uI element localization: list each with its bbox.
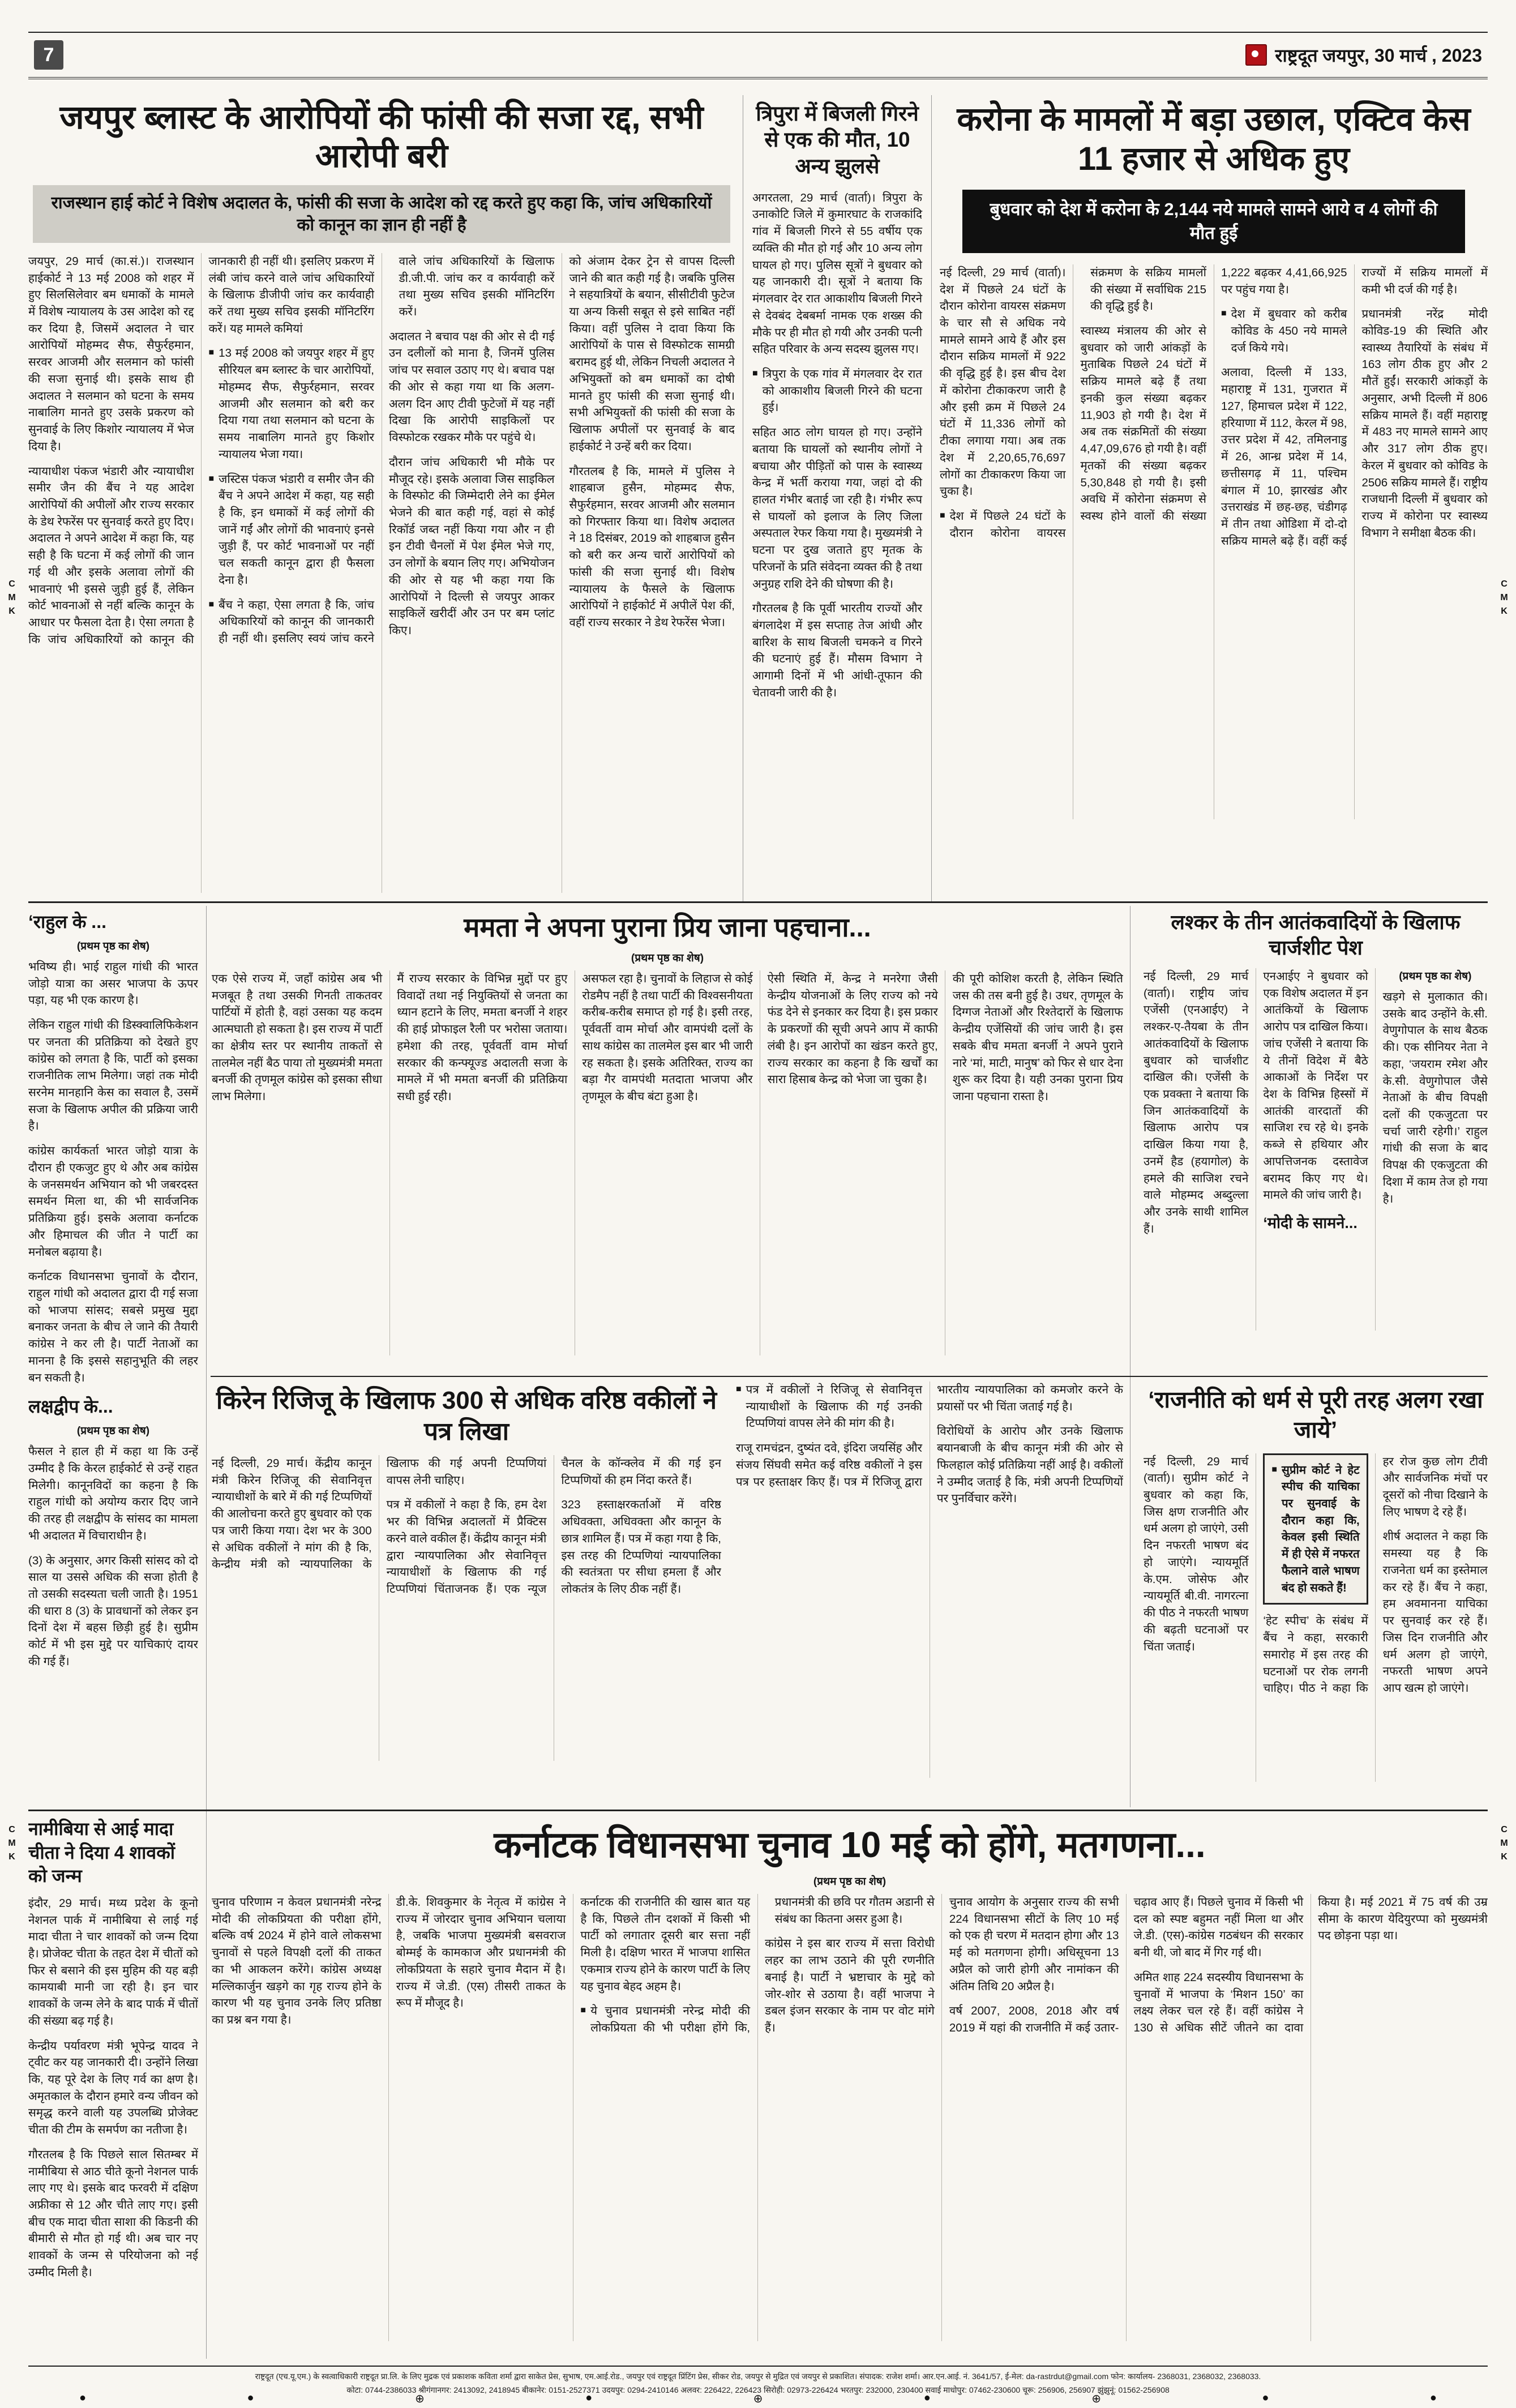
imprint-line-2: कोटा: 0744-2386033 श्रीगंगानगर: 2413092, 2418945 बीकानेर: 0151-2527371 उदयपुर: 0294-2410146 अलवर: 226422, 226423 सिरोही: 02973-226424 भरतपुर: 232000, 230400 सवाई माधोपुर: 07462-230600 चूरू: 256906, 256907 झुंझुनूं: 01562-256908 [346, 2385, 1170, 2394]
page-header [28, 32, 1488, 79]
article-tripura-lightning [743, 95, 932, 901]
left-continuation-column [28, 907, 198, 1804]
kiren-left-block [212, 1382, 721, 1805]
lakshadweep-headline: लक्षद्वीप के... [28, 1396, 113, 1417]
blast-col4-b: गौरतलब है कि, मामले में पुलिस ने शाहबाज हुसैन, मोहम्मद सैफ, सैफुर्रहमान, सरवर आजमी और सलमान को गिरफ्तार किया था। विशेष अदालत ने 18 दिसंबर, 2019 को शाहबाज हुसैन को बरी कर अन्य चारों आरोपियों को फांसी की सजा सुनाई थी। विशेष न्यायालय के फैसले के खिलाफ आरोपियों ने हाईकोर्ट में अपीलें पेश कीं, वहीं राज्य सरकार ने डेथ रेफरेंस भेजा। [569, 464, 735, 629]
kiren-headline: किरेन रिजिजू के खिलाफ 300 से अधिक वरिष्ठ वकीलों ने पत्र लिखा [216, 1387, 717, 1445]
square-bullet-icon: ■ [752, 368, 758, 378]
square-bullet-icon: ■ [208, 348, 215, 358]
imprint-line-1: राष्ट्रदूत (एच.यू.एम.) के स्वत्वाधिकारी राष्ट्रदूत प्रा.लि. के लिए मुद्रक एवं प्रकाशक कविता शर्मा द्वारा साकेत प्रेस, सुभाष, एम.आई.रोड., जयपुर एवं राष्ट्रदूत प्रिंटिंग प्रेस, सीकर रोड, जयपुर से मुद्रित एवं जयपुर से प्रकाशित। संपादक: राजेश शर्मा। आर.एन.आई. नं. 3641/57, ई-मेल: da-rastrdut@gmail.com फोन: कार्यालय- 2368031, 2368032, 2368033. [255, 2372, 1261, 2381]
continued-label: (प्रथम पृष्ठ का शेष) [631, 952, 704, 964]
continued-label: (प्रथम पृष्ठ का शेष) [76, 940, 150, 952]
article-politics-religion [1136, 1382, 1488, 1805]
kiren-bullet: ■ पत्र में वकीलों ने रिजिजू से सेवानिवृत्त न्यायाधीशों के खिलाफ की गई उनकी टिप्पणियां वापस लेने की मांग की है। [736, 1382, 922, 1432]
cheetah-p2: केन्द्रीय पर्यावरण मंत्री भूपेन्द्र यादव ने ट्वीट कर यह जानकारी दी। उन्होंने लिखा कि, यह पूरे देश के लिए गर्व का क्षण है। अमृतकाल के दौरान हमारे वन्य जीवन को समृद्ध करने वाली यह उपलब्धि प्रोजेक्ट चीता की टीम के समर्पण का नतीजा है। [28, 2039, 198, 2137]
article-karnataka-election [212, 1814, 1488, 2359]
rajniti-quote-box: ■ सुप्रीम कोर्ट ने हेट स्पीच की याचिका पर सुनवाई के दौरान कहा कि, केवल इसी स्थिति में ही ऐसे में नफरत फैलाने वाले भाषण बंद हो सकते हैं! [1263, 1453, 1368, 1605]
column-rule [206, 906, 207, 2359]
karnataka-p1: चुनाव परिणाम न केवल प्रधानमंत्री नरेन्द्र मोदी की लोकप्रियता की परीक्षा होंगे, बल्कि वर्ष 2024 में होने वाले लोकसभा चुनावों से पहले विपक्षी दलों की ताकत का भी आकलन करेंगे। कांग्रेस अध्यक्ष मल्लिकार्जुन खड़गे का गृह राज्य होने के कारण भी यह चुनाव उनके लिए प्रतिष्ठा का प्रश्न बन गया है। [212, 1896, 382, 2027]
tripura-p2: सहित आठ लोग घायल हो गए। उन्होंने बताया कि घायलों को स्थानीय लोगों ने बचाया और पीड़ितों को पास के स्वास्थ्य केन्द्र में भर्ती कराया गया, जहां दो की हालत गंभीर बताई जा रही है। गंभीर रूप से घायलों को इलाज के लिए जिला अस्पताल रेफर किया गया है। मुख्यमंत्री ने घटना पर दुख जताते हुए मृतक के परिजनों के प्रति संवेदना व्यक्त की है तथा अनुग्रह राशि देने की घोषणा की है। [752, 426, 922, 591]
karnataka-headline: कर्नाटक विधानसभा चुनाव 10 मई को होंगे, मतगणना... [494, 1824, 1206, 1865]
blast-after-1: अदालत ने बचाव पक्ष की ओर से दी गई उन दलीलों को माना है, जिनमें पुलिस जांच पर सवाल उठाए गए थे। बचाव पक्ष की ओर से कहा गया था कि अलग-अलग दिन आए टीवी फुटेजों में यह नहीं दिखा कि आरोपी साइकिलों पर विस्फोटक रखकर मौके पर पहुंचे थे। [389, 330, 555, 444]
registration-marks-row [0, 2392, 1516, 2406]
mamata-p4: ऐसी स्थिति में, केन्द्र ने मनरेगा जैसी केन्द्रीय योजनाओं के लिए राज्य को नये फंड देने से इनकार कर दिया है। इस प्रकार के प्रकरणों की सूची अपने आप में काफी लंबी है। इन आरोपों का खंडन करते हुए, राज्य सरकार का कहना है कि खर्चों का सारा हिसाब केन्द्र को भेजा जा चुका है। [767, 972, 938, 1087]
blast-bullet-3: ■ बैंच ने कहा, ऐसा लगता है कि, जांच अधिकारियों को कानून की जानकारी ही नहीं थी। इसलिए स्वयं जांच करने वाले जांच अधिकारियों के खिलाफ डी.जी.पी. जांच कर व कार्यवाही करें तथा मुख्य सचिव इसकी मॉनिटरिंग करें। [209, 253, 555, 648]
rahul-p3: कांग्रेस कार्यकर्ता भारत जोड़ो यात्रा के दौरान ही एकजुट हुए थे और अब कांग्रेस के जनसमर्थन अभियान को भी जबरदस्त समर्थन मिला था, की भी सार्वजनिक प्रतिक्रिया हुई। इसके अलावा कर्नाटक और हिमाचल की जीत ने पार्टी का मनोबल बढ़ाया है। [28, 1144, 198, 1259]
modi-subhead: ‘मोदी के सामने... [1263, 1214, 1357, 1232]
karnataka-p5: चुनाव आयोग के अनुसार राज्य की सभी 224 विधानसभा सीटों के लिए 10 मई को एक ही चरण में मतदान होगा और 13 मई को मतगणना होगी। अधिसूचना 13 अप्रैल को जारी होगी और नामांकन की अंतिम तिथि 20 अप्रैल है। [949, 1896, 1119, 1993]
cheetah-headline: नामीबिया से आई मादा चीता ने दिया 4 शावकों को जन्म [28, 1819, 175, 1887]
article-lashkar-chargesheet [1136, 907, 1488, 1370]
tripura-p3: गौरतलब है कि पूर्वी भारतीय राज्यों और बंगलादेश में इस सप्ताह तेज आंधी और बारिश के साथ बिजली चमकने व गिरने की घटनाएं हुई हैं। मौसम विभाग ने आगामी दिनों में भी आंधी-तूफान की चेतावनी जारी की है। [752, 602, 922, 699]
registration-target-icon: ⊕ [1091, 2393, 1102, 2405]
article-kiren-rijiju-letter [212, 1382, 1123, 1805]
square-bullet-icon: ■ [1271, 1464, 1277, 1474]
blast-headline: जयपुर ब्लास्ट के आरोपियों की फांसी की सजा रद्द, सभी आरोपी बरी [59, 99, 704, 175]
corona-bullet-1: ■ देश में पिछले 24 घंटों के दौरान कोरोना वायरस संक्रमण के सक्रिय मामलों की संख्या में सर्वाधिक 215 की वृद्धि हुई है। [940, 264, 1206, 550]
registration-target-icon: ⊕ [414, 2393, 425, 2405]
karnataka-bullet: ■ ये चुनाव प्रधानमंत्री नरेन्द्र मोदी की लोकप्रियता की भी परीक्षा होंगे कि, प्रधानमंत्री की छवि पर गौतम अडानी से संबंध का कितना असर हुआ है। [580, 1894, 934, 2037]
blast-body [28, 253, 735, 893]
corona-p4: प्रधानमंत्री नरेंद्र मोदी कोविड-19 की स्थिति और स्वास्थ्य तैयारियों के संबंध में 163 लोग ठीक हुए और 2 मौतें हुईं। सरकारी आंकड़ों के अनुसार, अभी दिल्ली में 806 सक्रिय मामले हैं। वहीं महाराष्ट्र में 483 नए मामले सामने आए और 317 लोग ठीक हुए। केरल में बुधवार को कोविड के 2506 सक्रिय मामले हैं। राष्ट्रीय राजधानी दिल्ली में बुधवार को राज्य में कोरोना पर स्वास्थ्य विभाग ने समीक्षा बैठक की। [1361, 307, 1488, 540]
article-cheetah-cubs [28, 1814, 198, 2359]
mamata-p3: असफल रहा है। चुनावों के लिहाज से कोई रोडमैप नहीं है तथा पार्टी की विश्वसनीयता करीब-करीब समाप्त हो गई है। इसी तरह, पूर्ववर्ती वाम मोर्चा और वामपंथी दलों के साथ कांग्रेस का तालमेल इस बार भी जारी रह सकता है। इसके अतिरिक्त, राज्य का बड़ा गैर वामपंथी मतदाता भाजपा और तृणमूल के बीच बंटा हुआ है। [582, 972, 753, 1104]
mamata-p2: मैं राज्य सरकार के विभिन्न मुद्दों पर हुए विवादों तथा नई नियुक्तियों से जनता का ध्यान हटाने के लिए, ममता बनर्जी ने शहर की हाई प्रोफाइल रैली पर भरोसा जताया। हमेशा की तरह, पूर्ववर्ती वाम मोर्चा सरकार की कन्फ्यूज्ड अदालती सजा के मामले में भी ममता बनर्जी की प्रतिक्रिया सधी हुई रही। [397, 972, 568, 1104]
rahul-headline: ‘राहुल के ... [28, 912, 106, 932]
mamata-body [212, 970, 1123, 1355]
square-bullet-icon: ■ [208, 599, 215, 609]
lashkar-body [1144, 968, 1488, 1331]
rahul-p2: लेकिन राहुल गांधी की डिस्क्वालिफिकेशन पर जनता की प्रतिक्रिया को देखते हुए कांग्रेस को लगता है कि, पार्टी को इसका राजनीतिक लाभ मिलेगा। जहां तक मोदी सरनेम मानहानि केस का सवाल है, उसमें सजा के खिलाफ अपील की प्रक्रिया जारी है। [28, 1019, 198, 1133]
lakshadweep-p2: (3) के अनुसार, अगर किसी सांसद को दो साल या उससे अधिक की सजा होती है तो उसकी सदस्यता चली जाती है। 1951 की धारा 8 (3) के प्रावधानों को लेकर इन दिनों देश में बहस छिड़ी हुई है। सुप्रीम कोर्ट में भी इस मुद्दे पर याचिकाएं दायर की गई हैं। [28, 1554, 198, 1668]
kiren-p4: राजू रामचंद्रन, दुष्यंत दवे, इंदिरा जयसिंह और संजय सिंघवी समेत कई वरिष्ठ वकीलों ने इस पत्र पर हस्ताक्षर किए हैं। पत्र में रिजिजू द्वारा भारतीय न्यायपालिका को कमजोर करने के प्रयासों पर भी चिंता जताई गई है। [736, 1383, 1123, 1489]
continued-label: (प्रथम पृष्ठ का शेष) [813, 1876, 887, 1888]
masthead-title: राष्ट्रदूत जयपुर, 30 मार्च , 2023 [1275, 45, 1482, 66]
mamata-p5: की पूरी कोशिश करती है, लेकिन स्थिति जस की तस बनी हुई है। उधर, तृणमूल के दिग्गज नेताओं और रिश्तेदारों के खिलाफ केन्द्रीय एजेंसियों की जांच जारी है। इस सबके बीच ममता बनर्जी ने अपने पुराने नारे ‘मां, माटी, मानुष’ को फिर से धार देना शुरू कर दिया है। यही उनका पुराना प्रिय जाना पहचाना रास्ता है। [952, 972, 1123, 1104]
karnataka-p6: वर्ष 2007, 2008, 2018 और वर्ष 2019 में यहां की राजनीति में कई उतार-चढ़ाव आए हैं। पिछले चुनाव में किसी भी दल को स्पष्ट बहुमत नहीं मिला था और जे.डी. (एस)-कांग्रेस गठबंधन की सरकार बनी थी, जो बाद में गिर गई थी। [949, 1896, 1304, 2035]
modi-p1: खड़गे से मुलाकात की। उसके बाद उन्होंने के.सी. वेणुगोपाल के साथ बैठक की। एक सीनियर नेता ने कहा, ‘जयराम रमेश और के.सी. वेणुगोपाल जैसे नेताओं के बीच विपक्षी दलों की एकजुटता पर चर्चा जारी रहेगी।’ राहुल गांधी की सजा के बाद विपक्ष की एकजुटता की दिशा में काम तेज हो गया है। [1382, 990, 1488, 1205]
masthead [1245, 43, 1482, 67]
page-number: 7 [34, 40, 63, 70]
kiren-body-right [736, 1382, 1123, 1778]
kiren-p3: 323 हस्ताक्षरकर्ताओं में वरिष्ठ अधिवक्ता, अधिवक्ता और कानून के छात्र शामिल हैं। पत्र में कहा गया है कि, इस तरह की टिप्पणियां न्यायपालिका की स्वतंत्रता पर सीधा हमला हैं और लोकतंत्र के लिए ठीक नहीं हैं। [561, 1498, 721, 1596]
horizontal-rule [28, 901, 1488, 903]
blast-bullet-2: ■ जस्टिस पंकज भंडारी व समीर जैन की बैंच ने अपने आदेश में कहा, यह सही है कि, इन धमाकों में कई लोगों की जानें गईं और लोगों की भावनाएं इनसे जुड़ी हैं, पर कोर्ट भावनाओं पर नहीं चल सकती कानून द्वारा ही फैसला देना है। [209, 471, 375, 589]
registration-dot-icon: ● [585, 2392, 593, 2404]
tripura-p1: अगरतला, 29 मार्च (वार्ता)। त्रिपुरा के उनाकोटि जिले में कुमारघाट के राजकांदि गांव में बिजली गिरने से 55 वर्षीय एक व्यक्ति की मौत हो गई और 10 अन्य लोग घायल हो गए। पुलिस सूत्रों ने बुधवार को यह जानकारी दी। सूत्रों ने बताया कि मंगलवार देर रात आकाशीय बिजली गिरने से देवबंद देबबर्मा नामक एक शख्स की मौके पर ही मौत हो गयी और उनकी पत्नी सहित परिवार के अन्य सदस्य झुलस गए। [752, 191, 922, 356]
article-jaipur-blast [28, 95, 735, 901]
registration-dot-icon: ● [923, 2392, 931, 2404]
cmk-mark-left-bottom: C M K [8, 1825, 16, 1862]
corona-headline: करोना के मामलों में बड़ा उछाल, एक्टिव केस 11 हजार से अधिक हुए [957, 101, 1471, 177]
rajniti-p1: नई दिल्ली, 29 मार्च (वार्ता)। सुप्रीम कोर्ट ने बुधवार को कहा कि, जिस क्षण राजनीति और धर्म अलग हो जाएंगे, उसी दिन नफरती भाषण बंद हो जाएंगे। न्यायमूर्ति के.एम. जोसेफ और न्यायमूर्ति बी.वी. नागरत्ना की पीठ ने नफरती भाषण की बढ़ती घटनाओं पर चिंता जताई। [1144, 1455, 1249, 1653]
cmk-mark-right-bottom: C M K [1500, 1825, 1508, 1862]
registration-dot-icon: ● [1262, 2392, 1269, 2404]
kiren-p5: विरोधियों के आरोप और उनके खिलाफ बयानबाजी के बीच कानून मंत्री की ओर से फिलहाल कोई प्रतिक्रिया नहीं आई है। वकीलों ने उम्मीद जताई है कि, मंत्री अपनी टिप्पणियों पर पुनर्विचार करेंगे। [937, 1425, 1123, 1505]
cheetah-p1: इंदौर, 29 मार्च। मध्य प्रदेश के कूनो नेशनल पार्क में नामीबिया से लाई गई मादा चीता ने चार शावकों को जन्म दिया है। प्रोजेक्ट चीता के तहत देश में चीतों को फिर से बसाने की इस मुहिम की यह बड़ी कामयाबी मानी जा रही है। इन चार शावकों के जन्म लेने के बाद पार्क में चीतों की संख्या बढ़ गई है। [28, 1896, 198, 2028]
rajniti-body [1144, 1453, 1488, 1782]
registration-dot-icon: ● [79, 2392, 87, 2404]
continued-label: (प्रथम पृष्ठ का शेष) [76, 1425, 150, 1438]
lashkar-p1: नई दिल्ली, 29 मार्च (वार्ता)। राष्ट्रीय जांच एजेंसी (एनआईए) ने लश्कर-ए-तैयबा के तीन आतंकवादियों के खिलाफ बुधवार को चार्जशीट दाखिल की। एजेंसी के एक प्रवक्ता ने बताया कि जिन आतंकवादियों के खिलाफ आरोप पत्र दाखिल किया गया है, उनमें हैड (हयागोल) के हमले की साजिश रचने वाले मोहम्मद अब्दुल्ला और उनके साथी शामिल हैं। [1144, 970, 1249, 1235]
blast-subhead: राजस्थान हाई कोर्ट ने विशेष अदालत के, फांसी की सजा के आदेश को रद्द करते हुए कहा कि, जांच अधिकारियों को कानून का ज्ञान ही नहीं है [33, 185, 730, 243]
tripura-bullet: ■ त्रिपुरा के एक गांव में मंगलवार देर रात को आकाशीय बिजली गिरने की घटना हुई। [752, 366, 922, 416]
blast-col4-a: को अंजाम देकर ट्रेन से वापस दिल्ली जाने की बात कही गई है। जबकि पुलिस ने सहयात्रियों के बयान, सीसीटीवी फुटेज या अन्य किसी सबूत से इसे साबित नहीं किया। वहीं पुलिस ने दावा किया कि आरोपियों के पास से विस्फोटक सामग्री बरामद हुई थी, लेकिन निचली अदालत ने अभियुक्तों को बम धमाकों का दोषी मानते हुए फांसी की सजा सुनाई थी। सभी अभियुक्तों की फांसी की सजा के खिलाफ अपीलों पर सुनवाई के बाद हाईकोर्ट ने उन्हें बरी कर दिया। [569, 254, 735, 453]
blast-after-2: दौरान जांच अधिकारी भी मौके पर मौजूद रहे। इसके अलावा जिस साइकिल के विस्फोट की जिम्मेदारी लेने का ईमेल भेजने की बात कही गई, वहां से कोई रिकॉर्ड जब्त नहीं किया गया और न ही इन टीवी चैनलों में पेश ईमेल भेजे गए, उन लोगों के बयान लिए गए। अभियोजन की ओर से यह भी कहा गया कि आरोपियों ने दिल्ली से जयपुर आकर साइकिलें खरीदीं और उन पर बम प्लांट किए। [389, 455, 555, 637]
rajniti-p3: शीर्ष अदालत ने कहा कि समस्या यह है कि राजनेता धर्म का इस्तेमाल कर रहे हैं। बैंच ने कहा, हम अवमानना याचिका पर सुनवाई कर रहे हैं। जिस दिन राजनीति और धर्म अलग हो जाएंगे, नफरती भाषण अपने आप खत्म हो जाएंगे। [1382, 1530, 1488, 1695]
rajniti-p2: ‘हेट स्पीच’ के संबंध में बैंच ने कहा, सरकारी समारोह में इस तरह की घटनाओं पर रोक लगनी चाहिए। पीठ ने कहा कि हर रोज कुछ लोग टीवी और सार्वजनिक मंचों पर दूसरों को नीचा दिखाने के लिए भाषण दे रहे हैं। [1263, 1455, 1488, 1695]
horizontal-rule [211, 1376, 1488, 1377]
article-mamata [212, 907, 1123, 1370]
cheetah-p3: गौरतलब है कि पिछले साल सितम्बर में नामीबिया से आठ चीते कूनो नेशनल पार्क लाए गए थे। इसके बाद फरवरी में दक्षिण अफ्रीका से 12 और चीते लाए गए। इसी बीच एक मादा चीता साशा की किडनी की बीमारी से मौत हो गई थी। अब चार नए शावकों के जन्म से परियोजना को नई उम्मीद मिली है। [28, 2148, 198, 2279]
mamata-headline: ममता ने अपना पुराना प्रिय जाना पहचाना... [464, 912, 871, 942]
masthead-logo-icon [1245, 44, 1267, 66]
rahul-p1: भविष्य ही। भाई राहुल गांधी की भारत जोड़ो यात्रा का असर भाजपा के ऊपर पड़ा, यह भी एक कारण है। [28, 960, 198, 1007]
square-bullet-icon: ■ [736, 1384, 742, 1394]
corona-p1: नई दिल्ली, 29 मार्च (वार्ता)। देश में पिछले 24 घंटों के दौरान कोरोना वायरस संक्रमण के चार सौ से अधिक नये मामले सामने आये हैं और इस दौरान सक्रिय मामलों में 922 की वृद्धि हुई है। इस बीच देश में कोरोना टीकाकरण जारी है और इसी क्रम में पिछले 24 घंटों में 11,336 लोगों को टीका लगाया गया। अब तक देश में 2,20,65,76,697 लोगों का टीकाकरण किया जा चुका है। [940, 266, 1066, 498]
corona-p2: स्वास्थ्य मंत्रालय की ओर से बुधवार को जारी आंकड़ों के मुताबिक पिछले 24 घंटों में सक्रिय मामले बढ़े हैं तथा इनकी कुल संख्या बढ़कर 11,903 हो गयी है। देश में अब तक संक्रमितों की संख्या 4,47,09,676 हो गयी है। वहीं मृतकों की संख्या बढ़कर 5,30,848 हो गयी है। इसी अवधि में कोरोना संक्रमण से स्वस्थ होने वालों की संख्या 1,222 बढ़कर 4,41,66,925 पर पहुंच गया है। [1080, 266, 1347, 523]
karnataka-p7: अमित शाह 224 सदस्यीय विधानसभा के चुनावों में भाजपा के ‘मिशन 150’ का लक्ष्य लेकर चल रहे हैं। वहीं कांग्रेस ने 130 से अधिक सीटें जीतने का दावा किया है। मई 2021 में 75 वर्ष की उम्र सीमा के कारण येदियुरप्पा को मुख्यमंत्री पद छोड़ना पड़ा था। [1133, 1896, 1488, 2035]
registration-target-icon: ⊕ [753, 2393, 763, 2405]
registration-dot-icon: ● [1429, 2392, 1437, 2404]
karnataka-body [212, 1894, 1488, 2341]
cmk-mark-left-top: C M K [8, 579, 16, 616]
article-corona-surge [940, 95, 1488, 901]
square-bullet-icon: ■ [940, 510, 945, 520]
tripura-headline: त्रिपुरा में बिजली गिरने से एक की मौत, 10 अन्य झुलसे [756, 102, 919, 178]
cmk-mark-right-top: C M K [1500, 579, 1508, 616]
lakshadweep-p1: फैसल ने हाल ही में कहा था कि उन्हें उम्मीद है कि केरल हाईकोर्ट से उन्हें राहत मिलेगी। कानूनविदों का कहना है कि राहुल गांधी को अयोग्य करार दिए जाने की तरह ही लक्षद्वीप के सांसद का मामला भी अदालत में विचाराधीन है। [28, 1445, 198, 1542]
square-bullet-icon: ■ [580, 2005, 586, 2016]
kiren-right-block [736, 1382, 1123, 1805]
blast-bullet-1: ■ 13 मई 2008 को जयपुर शहर में हुए सीरियल बम ब्लास्ट के चार आरोपियों, मोहम्मद सैफ, सैफुर्रहमान, सरवर आजमी और सलमान को बरी कर दिया गया तथा सलमान को घटना के समय नाबालिग मानते हुए किशोर न्यायालय भेजा गया। [209, 345, 375, 463]
karnataka-p2: डी.के. शिवकुमार के नेतृत्व में कांग्रेस ने राज्य में जोरदार चुनाव अभियान चलाया है, जबकि भाजपा मुख्यमंत्री बसवराज बोम्मई के कामकाज और प्रधानमंत्री की लोकप्रियता के सहारे चुनाव मैदान में है। राज्य में जे.डी. (एस) तीसरी ताकत के रूप में मौजूद है। [396, 1896, 566, 2010]
lashkar-p2: एनआईए ने बुधवार को एक विशेष अदालत में इन आतंकियों के खिलाफ आरोप पत्र दाखिल किया। जांच एजेंसी ने बताया कि ये तीनों विदेश में बैठे आकाओं के निर्देश पर देश के विभिन्न हिस्सों में आतंकी वारदातों की साजिश रच रहे थे। इनके कब्जे से हथियार और आपत्तिजनक दस्तावेज बरामद किए गए थे। मामले की जांच जारी है। [1263, 970, 1368, 1202]
corona-body [940, 264, 1488, 819]
corona-bullet-2: ■ देश में बुधवार को करीब कोविड के 450 नये मामले दर्ज किये गये। [1221, 306, 1347, 356]
square-bullet-icon: ■ [1221, 309, 1227, 319]
blast-lead: जयपुर, 29 मार्च (का.सं.)। राजस्थान हाईकोर्ट ने 13 मई 2008 को शहर में हुए सिलसिलेवार बम धमाकों के मामले में विशेष न्यायालय के उस आदेश को रद्द कर दिया है, जिसमें अदालत ने चार आरोपियों मोहम्मद सैफ, सैफुर्रहमान, सरवर आजमी और सलमान को फांसी की सजा सुनाई थी। इसके साथ ही अदालत ने सलमान को घटना के समय नाबालिग मानते हुए उसके प्रकरण को सुनवाई के लिए किशोर न्यायालय में भेज दिया है। [28, 254, 194, 453]
registration-dot-icon: ● [247, 2392, 254, 2404]
karnataka-p4: कांग्रेस ने इस बार राज्य में सत्ता विरोधी लहर का लाभ उठाने की पूरी रणनीति बनाई है। पार्टी ने भ्रष्टाचार के मुद्दे को जोर-शोर से उठाया है। वहीं भाजपा ने डबल इंजन सरकार के नाम पर वोट मांगे हैं। [765, 1937, 935, 2035]
continued-label: (प्रथम पृष्ठ का शेष) [1399, 970, 1472, 982]
rajniti-headline: ‘राजनीति को धर्म से पूरी तरह अलग रखा जाये’ [1148, 1387, 1483, 1443]
horizontal-rule [28, 1810, 1488, 1811]
kiren-p1: नई दिल्ली, 29 मार्च। केंद्रीय कानून मंत्री किरेन रिजिजू की सेवानिवृत्त न्यायाधीशों के बारे में की गई टिप्पणियों की आलोचना करते हुए बुधवार को एक पत्र जारी किया गया। देश भर के 300 से अधिक वकीलों ने मांग की है कि, केन्द्रीय मंत्री को न्यायपालिका के खिलाफ की गई अपनी टिप्पणियां वापस लेनी चाहिए। [212, 1457, 547, 1571]
corona-p3: अलावा, दिल्ली में 133, महाराष्ट्र में 131, गुजरात में 127, हिमाचल प्रदेश में 122, हरियाणा में 112, केरल में 98, उत्तर प्रदेश में 42, तमिलनाडु में 26, आन्ध्र प्रदेश में 14, छत्तीसगढ़ में 11, पश्चिम बंगाल में 10, झारखंड और उत्तराखंड में छह-छह, चंडीगढ़ में तीन तथा ओडिशा में दो-दो सक्रिय मामले बढ़े हैं। वहीं कई राज्यों में सक्रिय मामलों में कमी भी दर्ज की गई है। [1221, 266, 1488, 548]
corona-subhead: बुधवार को देश में करोना के 2,144 नये मामले सामने आये व 4 लोगों की मौत हुई [962, 190, 1465, 253]
kiren-p2: पत्र में वकीलों ने कहा है कि, हम देश भर की विभिन्न अदालतों में प्रैक्टिस करने वाले वकील हैं। केंद्रीय कानून मंत्री द्वारा न्यायपालिका और सेवानिवृत्त न्यायाधीशों के खिलाफ की गई टिप्पणियां चिंताजनक हैं। एक न्यूज चैनल के कॉन्क्लेव में की गई इन टिप्पणियों की हम निंदा करते हैं। [386, 1457, 721, 1596]
rahul-p4: कर्नाटक विधानसभा चुनावों के दौरान, राहुल गांधी को अदालत द्वारा दी गई सजा को भाजपा सांसद; सबसे प्रमुख मुद्दा बनाकर जनता के बीच ले जाने की तैयारी कांग्रेस ने कर ली है। पार्टी नेताओं का मानना है कि इससे सहानुभूति की लहर बन सकती है। [28, 1270, 198, 1384]
mamata-p1: एक ऐसे राज्य में, जहाँ कांग्रेस अब भी मजबूत है तथा उसकी गिनती ताकतवर पार्टियों में होती है, वहां उसका यह कदम आत्मघाती हो सकता है। इस राज्य में पार्टी का क्षेत्रीय स्तर पर स्थानीय ताकतों से तालमेल नहीं बैठ पाया तो मुख्यमंत्री ममता बनर्जी की तृणमूल कांग्रेस को इसका सीधा लाभ मिलेगा। [212, 972, 383, 1104]
blast-lead2: न्यायाधीश पंकज भंडारी और न्यायाधीश समीर जैन की बैंच ने यह आदेश आरोपियों की अपीलों और राज्य सरकार के डेथ रेफरेंस पर सुनवाई करते हुए दिए। अदालत ने अपने आदेश में कहा कि, यह सही है कि घटना में कई लोगों की जान गई थी और इसके अलावा लोगों की भावनाएं भी इससे जुड़ी हुई हैं, लेकिन कोर्ट भावनाओं से नहीं बल्कि कानून के आधार पर फैसला देता है। ऐसा लगता है कि जांच अधिकारियों को कानून की जानकारी ही नहीं थी। इसलिए प्रकरण में लंबी जांच करने वाले जांच अधिकारियों के खिलाफ डीजीपी जांच कर कार्यवाही करें तथा मुख्य सचिव इसकी मॉनिटरिंग करें। यह मामले कमियां [28, 254, 374, 646]
square-bullet-icon: ■ [208, 473, 215, 484]
karnataka-p3: कर्नाटक की राजनीति की खास बात यह है कि, पिछले तीन दशकों में किसी भी पार्टी को लगातार दूसरी बार सत्ता नहीं मिली है। दक्षिण भारत में भाजपा शासित एकमात्र राज्य होने के कारण पार्टी के लिए यह चुनाव बेहद अहम है। [580, 1896, 751, 1993]
kiren-body-left [212, 1455, 721, 1761]
lashkar-headline: लश्कर के तीन आतंकवादियों के खिलाफ चार्जशीट पेश [1171, 910, 1461, 959]
